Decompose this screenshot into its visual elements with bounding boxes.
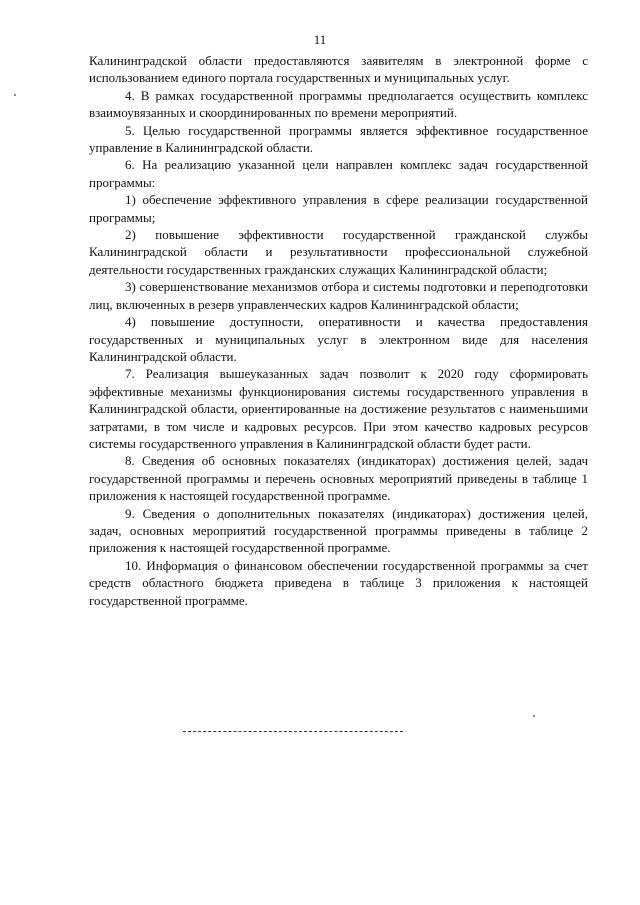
paragraph-10: 10. Информация о финансовом обеспечении государственной программы за счет средств областного бюджета приведена в таблице 3 приложения к настоящей государственной программе.	[89, 557, 588, 608]
closing-separator-line	[183, 731, 403, 732]
paragraph-9: 9. Сведения о дополнительных показателях (индикаторах) достижения целей, задач, основных мероприятий государственной программы приведены в таблице 2 приложения к настоящей государственной программе.	[89, 505, 588, 556]
task-item-1: 1) обеспечение эффективного управления в сфере реализации государственной программы;	[89, 192, 588, 225]
task-item-2: 2) повышение эффективности государственной гражданской службы Калининградской области и результативности профессиональной служебной деятельности государственных гражданских служащих Калининградской области;	[89, 227, 588, 277]
paragraph-8: 8. Сведения об основных показателях (индикаторах) достижения целей, задач государственной программы и перечень основных мероприятий приведены в таблице 1 приложения к настоящей государственной программе.	[89, 453, 588, 504]
paragraph-7: 7. Реализация вышеуказанных задач позволит к 2020 году сформировать эффективные механизмы функционирования системы государственного управления в Калининградской области, ориентированные на достижение результатов с наименьшими затратами, в том числе и кадровых ресурсов. При этом качество кадровых ресурсов системы государственного управления в Калининградской области будет расти.	[89, 366, 588, 451]
paragraph-4: 4. В рамках государственной программы предполагается осуществить комплекс взаимоувязанных и скоординированных по времени мероприятий.	[89, 87, 588, 121]
scan-speck	[533, 715, 535, 717]
scan-speck	[14, 94, 16, 96]
paragraph-5: 5. Целью государственной программы является эффективное государственное управление в Калининградской области.	[89, 122, 588, 156]
task-item-4: 4) повышение доступности, оперативности и качества предоставления государственных и муниципальных услуг в электронном виде для населения Калининградской области.	[89, 314, 588, 364]
paragraph-continuation: Калининградской области предоставляются заявителям в электронной форме с использованием единого портала государственных и муниципальных услуг.	[89, 53, 588, 86]
page-number: 11	[313, 32, 327, 47]
paragraph-6: 6. На реализацию указанной цели направлен комплекс задач государственной программы:	[89, 157, 588, 190]
document-body	[89, 52, 588, 609]
task-item-3: 3) совершенствование механизмов отбора и системы подготовки и переподготовки лиц, включенных в резерв управленческих кадров Калининградской области;	[89, 279, 588, 312]
